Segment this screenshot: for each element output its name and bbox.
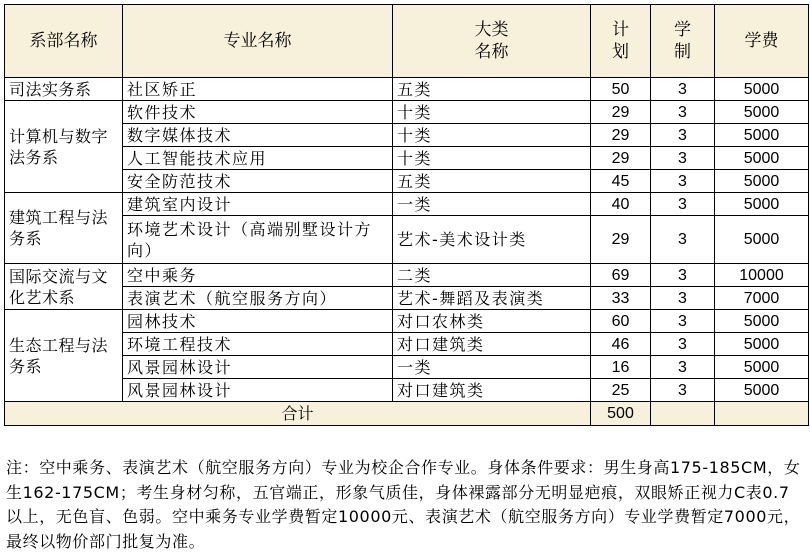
major-cell: 安全防范技术 (123, 170, 393, 193)
plan-cell: 29 (591, 124, 651, 147)
header-plan-line1: 计 (612, 20, 629, 40)
tuition-cell: 5000 (715, 193, 809, 216)
major-cell: 表演艺术（航空服务方向） (123, 287, 393, 310)
table-row (5, 101, 809, 124)
tuition-cell: 5000 (715, 379, 809, 402)
plan-cell: 16 (591, 356, 651, 379)
major-cell: 风景园林设计 (123, 379, 393, 402)
total-plan: 500 (591, 402, 651, 426)
dept-cell: 建筑工程与法务系 (5, 193, 123, 264)
major-cell: 园林技术 (123, 310, 393, 333)
table-row (5, 379, 809, 402)
duration-cell: 3 (651, 101, 715, 124)
total-duration-empty (651, 402, 715, 426)
table-row (5, 78, 809, 101)
category-cell: 十类 (393, 124, 591, 147)
header-tuition: 学费 (715, 5, 809, 78)
duration-cell: 3 (651, 379, 715, 402)
plan-cell: 45 (591, 170, 651, 193)
duration-cell: 3 (651, 124, 715, 147)
table-row (5, 264, 809, 287)
dept-cell: 计算机与数字法务系 (5, 101, 123, 193)
category-cell: 十类 (393, 101, 591, 124)
footnote: 注：空中乘务、表演艺术（航空服务方向）专业为校企合作专业。身体条件要求：男生身高175-185CM，女生162-175CM；考生身材匀称，五官端正，形象气质佳，身体裸露部分无明显疤痕，双眼矫正视力C表0.7以上，无色盲、色弱。空中乘务专业学费暂定10000元、表演艺术（航空服务方向）专业学费暂定7000元，最终以物价部门批复为准。 (6, 458, 801, 551)
category-cell: 对口农林类 (393, 310, 591, 333)
plan-cell: 29 (591, 101, 651, 124)
major-cell: 人工智能技术应用 (123, 147, 393, 170)
tuition-cell: 10000 (715, 264, 809, 287)
table-row (5, 333, 809, 356)
plan-cell: 46 (591, 333, 651, 356)
header-duration (651, 5, 715, 78)
category-cell: 对口建筑类 (393, 333, 591, 356)
category-cell: 二类 (393, 264, 591, 287)
tuition-cell: 5000 (715, 333, 809, 356)
duration-cell: 3 (651, 216, 715, 264)
category-cell: 一类 (393, 356, 591, 379)
table-row (5, 124, 809, 147)
major-cell: 软件技术 (123, 101, 393, 124)
duration-cell: 3 (651, 287, 715, 310)
dept-cell: 国际交流与文化艺术系 (5, 264, 123, 310)
tuition-cell: 5000 (715, 170, 809, 193)
tuition-cell: 5000 (715, 78, 809, 101)
major-cell: 建筑室内设计 (123, 193, 393, 216)
header-row (5, 5, 809, 78)
category-cell: 艺术-舞蹈及表演类 (393, 287, 591, 310)
header-duration-line1: 学 (674, 20, 691, 40)
header-duration-line2: 制 (674, 42, 691, 62)
dept-cell: 司法实务系 (5, 78, 123, 101)
total-label: 合计 (5, 402, 591, 426)
duration-cell: 3 (651, 356, 715, 379)
plan-cell: 33 (591, 287, 651, 310)
tuition-cell: 7000 (715, 287, 809, 310)
major-cell: 风景园林设计 (123, 356, 393, 379)
category-cell: 十类 (393, 147, 591, 170)
plan-cell: 60 (591, 310, 651, 333)
duration-cell: 3 (651, 147, 715, 170)
plan-cell: 50 (591, 78, 651, 101)
tuition-cell: 5000 (715, 356, 809, 379)
duration-cell: 3 (651, 333, 715, 356)
duration-cell: 3 (651, 193, 715, 216)
plan-cell: 40 (591, 193, 651, 216)
major-cell: 环境艺术设计（高端别墅设计方向） (123, 216, 393, 264)
category-cell: 艺术-美术设计类 (393, 216, 591, 264)
category-cell: 对口建筑类 (393, 379, 591, 402)
header-plan-line2: 划 (612, 42, 629, 62)
table-row (5, 287, 809, 310)
duration-cell: 3 (651, 78, 715, 101)
plan-cell: 29 (591, 216, 651, 264)
table-row (5, 170, 809, 193)
total-tuition-empty (715, 402, 809, 426)
header-category-line1: 大类 (474, 20, 509, 40)
major-cell: 空中乘务 (123, 264, 393, 287)
plan-cell: 25 (591, 379, 651, 402)
major-cell: 数字媒体技术 (123, 124, 393, 147)
category-cell: 一类 (393, 193, 591, 216)
major-cell: 环境工程技术 (123, 333, 393, 356)
tuition-cell: 5000 (715, 101, 809, 124)
duration-cell: 3 (651, 170, 715, 193)
header-category (393, 5, 591, 78)
tuition-cell: 5000 (715, 147, 809, 170)
tuition-cell: 5000 (715, 310, 809, 333)
tuition-cell: 5000 (715, 124, 809, 147)
header-category-line2: 名称 (474, 42, 509, 62)
duration-cell: 3 (651, 310, 715, 333)
table-row (5, 356, 809, 379)
duration-cell: 3 (651, 264, 715, 287)
table-row (5, 147, 809, 170)
category-cell: 五类 (393, 78, 591, 101)
category-cell: 五类 (393, 170, 591, 193)
major-cell: 社区矫正 (123, 78, 393, 101)
plan-cell: 29 (591, 147, 651, 170)
header-major: 专业名称 (123, 5, 393, 78)
table-row (5, 216, 809, 264)
table-row (5, 310, 809, 333)
enrollment-table (4, 4, 809, 426)
table-row (5, 193, 809, 216)
plan-cell: 69 (591, 264, 651, 287)
header-dept: 系部名称 (5, 5, 123, 78)
tuition-cell: 5000 (715, 216, 809, 264)
dept-cell: 生态工程与法务系 (5, 310, 123, 402)
total-row (5, 402, 809, 426)
header-plan (591, 5, 651, 78)
